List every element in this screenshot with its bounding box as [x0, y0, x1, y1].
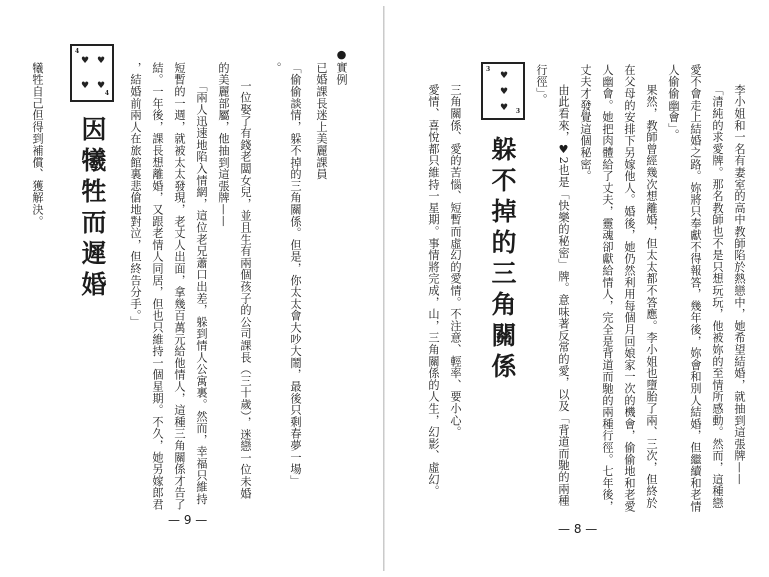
story-line: 的美麗部屬，他抽到這張牌—— [217, 62, 230, 228]
page-number: — 8 — [558, 522, 598, 536]
quote-line: ，結婚前兩人在旅館裏悲傖地對泣，但終告分手。」 [129, 62, 142, 328]
body-line: 人幽會。她把肉體給了丈夫，靈魂卻獻給情人，完全是背道而馳的兩種行徑。七年後， [601, 64, 614, 513]
card-meaning-line: 三角關係、愛的苦惱、短暫而虛幻的愛情。不注意、輕率、要小心。 [449, 84, 462, 438]
body-line: 愛不會走上結婚之路。妳將只奉獻不得報答，幾年後，妳會和別人結婚，但繼續和老情 [689, 64, 702, 513]
playing-card-four-hearts [70, 44, 114, 102]
heart-pip-icon: ♥ [81, 81, 90, 91]
heart-pip-icon: ♥ [97, 56, 106, 66]
heart-pip-icon: ♥ [97, 81, 106, 91]
body-line: 「清純的求愛牌。那名教師也不是只想玩玩，他被妳的至情所感動。然而，這種戀 [711, 84, 724, 509]
body-line: 行徑」。 [535, 64, 548, 106]
body-line: 李小姐和一名有妻室的高中教師陷於熱戀中，她希望結婚，就抽到這張牌—— [733, 84, 746, 486]
heart-pip-icon: ♥ [500, 71, 509, 81]
example-heading: ●實例 [335, 48, 348, 86]
story-line: 一位娶了有錢老闆女兒，並且生有兩個孩子的公司課長（三十歲），迷戀一位未婚 [239, 80, 252, 500]
card-meaning-line: 犧牲自己但得到補償、獲解決。 [31, 62, 44, 228]
heart-pip-icon: ♥ [500, 87, 509, 97]
card-rank-top: 4 [75, 48, 80, 55]
heart-pip-icon: ♥ [500, 103, 509, 113]
card-rank-bottom: 3 [515, 108, 520, 115]
body-line: 由此看來，♥2也是「快樂的秘密」牌。意味著反常的愛，以及「背道而馳的兩種 [557, 84, 570, 507]
quote-line: 「偷偷談情，躲不掉的三角關係。但是，你太太會大吵大鬧，最後只剩春夢一場」 [289, 62, 302, 487]
page-9 [0, 0, 383, 577]
card-meaning-line: 愛情、喜悅都只維持一星期。事情將完成，山，三角關係的人生，幻影、虛幻。 [427, 84, 440, 497]
quote-line: 結。一年後，課長想離婚，又跟老情人同居，但也只維持一個星期。不久，她另嫁郎君 [151, 62, 164, 511]
heart-pip-icon: ♥ [81, 56, 90, 66]
playing-card-three-hearts [481, 62, 525, 120]
body-line: 果然，教師曾經幾次想離婚，但太太都不答應。李小姐也墮胎了兩、三次，但終於 [645, 84, 658, 509]
page-8 [386, 0, 769, 577]
page-number: — 9 — [168, 513, 208, 527]
example-subhead: 已婚課長迷上美麗課員 [315, 62, 328, 180]
section-title: 躲不掉的三角關係 [488, 136, 517, 384]
body-line: 在父母的安排下另嫁他人。婚後，她仍然利用每個月回娘家一次的機會，偷偷地和老愛 [623, 64, 636, 513]
book-gutter [383, 6, 385, 571]
card-rank-bottom: 4 [104, 90, 109, 97]
quote-line: 短暫的一週，就被太太發現，老丈人出面，拿幾百萬元給他情人，這種三角關係才告了 [173, 62, 186, 511]
quote-line: 。 [269, 62, 282, 74]
body-line: 人偷偷幽會」。 [667, 64, 680, 141]
section-title: 因犧牲而遲婚 [78, 116, 107, 302]
quote-line: 「兩人迅速地陷入情網，這位老兄蕭口出差，躲到情人公寓裏。然而，幸福只維持 [195, 80, 208, 505]
card-rank-top: 3 [486, 66, 491, 73]
body-line: 丈夫才發覺這個秘密。 [579, 64, 592, 182]
